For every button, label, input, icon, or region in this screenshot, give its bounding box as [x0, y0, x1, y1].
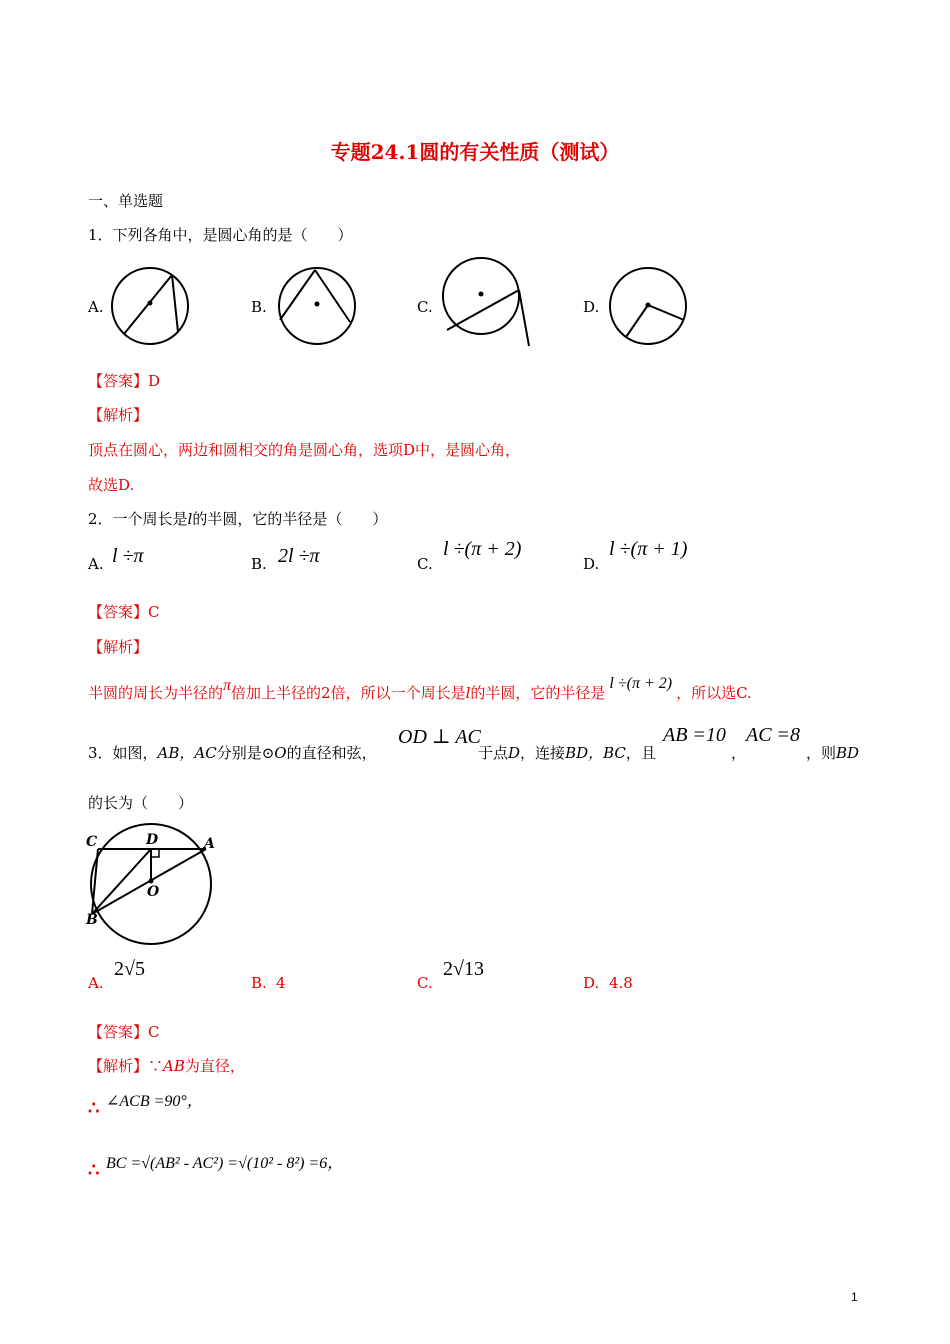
q1-figure-a	[110, 266, 190, 346]
q2-analysis-label: 【解析】	[88, 638, 149, 656]
q2-option-c-label: C.	[417, 555, 433, 573]
q3-figure-label-b: B	[86, 912, 98, 928]
q3-therefore-2: ∴	[88, 1160, 100, 1181]
q1-analysis-line1: 顶点在圆心，两边和圆相交的角是圆心角，选项D中，是圆心角，	[88, 441, 521, 459]
q2-option-a-label: A.	[88, 555, 104, 573]
q2-analysis: 半圆的周长为半径的π倍加上半径的2倍，所以一个周长是l的半圆，它的半径是l ÷(π + 2)，所以选C.	[88, 675, 752, 702]
q1-answer: 【答案】D	[88, 372, 161, 390]
q2-option-d-label: D.	[583, 555, 600, 573]
q3-figure-label-a: A	[204, 836, 215, 852]
q3-condition-ab: AB =10	[663, 724, 726, 746]
q3-option-d-expr: 4.8	[609, 974, 633, 992]
q2-option-a-expr: l ÷π	[112, 545, 144, 567]
q1-figure-c	[441, 256, 541, 348]
q3-option-a-expr: 2√5	[114, 958, 145, 980]
q1-option-c-label: C.	[417, 298, 433, 316]
q1-figure-d	[608, 266, 688, 346]
q3-option-c-expr: 2√13	[443, 958, 484, 980]
q3-analysis: 【解析】∵AB为直径，	[88, 1057, 245, 1075]
page-number: 1	[851, 1290, 858, 1304]
q1-option-a-label: A.	[88, 298, 104, 316]
q3-condition-ac: AC =8	[746, 724, 801, 746]
q1-analysis-label: 【解析】	[88, 406, 149, 424]
q2-option-b-expr: 2l ÷π	[278, 545, 320, 567]
q3-stem-line1: 3．如图，AB，AC分别是⊙O的直径和弦，	[88, 744, 377, 762]
q3-figure-label-c: C	[86, 834, 98, 850]
q3-stem-line1c: ，则BD	[806, 744, 860, 762]
q1-option-b-label: B.	[251, 298, 267, 316]
q3-comma: ，	[731, 744, 747, 762]
q3-answer: 【答案】C	[88, 1023, 160, 1041]
q3-option-d-label: D.	[583, 974, 600, 992]
q3-figure	[84, 826, 224, 956]
q1-option-d-label: D.	[583, 298, 600, 316]
q3-therefore-1: ∴	[88, 1098, 100, 1119]
q3-option-a-label: A.	[88, 974, 104, 992]
q2-stem: 2．一个周长是l的半圆，它的半径是（ ）	[88, 510, 388, 528]
page-title: 专题24.1圆的有关性质（测试）	[330, 140, 620, 164]
q2-option-c-expr: l ÷(π + 2)	[443, 538, 522, 560]
q2-answer: 【答案】C	[88, 603, 160, 621]
q3-figure-label-o: O	[147, 884, 160, 900]
q3-step2: BC =√(AB² - AC²) =√(10² - 8²) =6，	[106, 1155, 344, 1172]
q2-option-b-label: B.	[251, 555, 267, 573]
section-heading: 一、单选题	[88, 192, 164, 210]
q3-figure-label-d: D	[146, 832, 159, 848]
q3-stem-line2: 的长为（ ）	[88, 794, 194, 812]
q3-stem-line1b: 于点D，连接BD，BC，且	[478, 744, 656, 762]
q3-option-b-label: B.	[251, 974, 267, 992]
q3-condition-perpendicular: OD ⊥ AC	[398, 726, 481, 748]
q3-step1: ∠ACB =90°，	[106, 1093, 203, 1110]
q1-figure-b	[277, 266, 357, 346]
q1-analysis-line2: 故选D.	[88, 476, 135, 494]
q3-option-c-label: C.	[417, 974, 433, 992]
q3-option-b-expr: 4	[276, 974, 286, 992]
q2-option-d-expr: l ÷(π + 1)	[609, 538, 688, 560]
q1-stem: 1．下列各角中，是圆心角的是（ ）	[88, 226, 353, 244]
